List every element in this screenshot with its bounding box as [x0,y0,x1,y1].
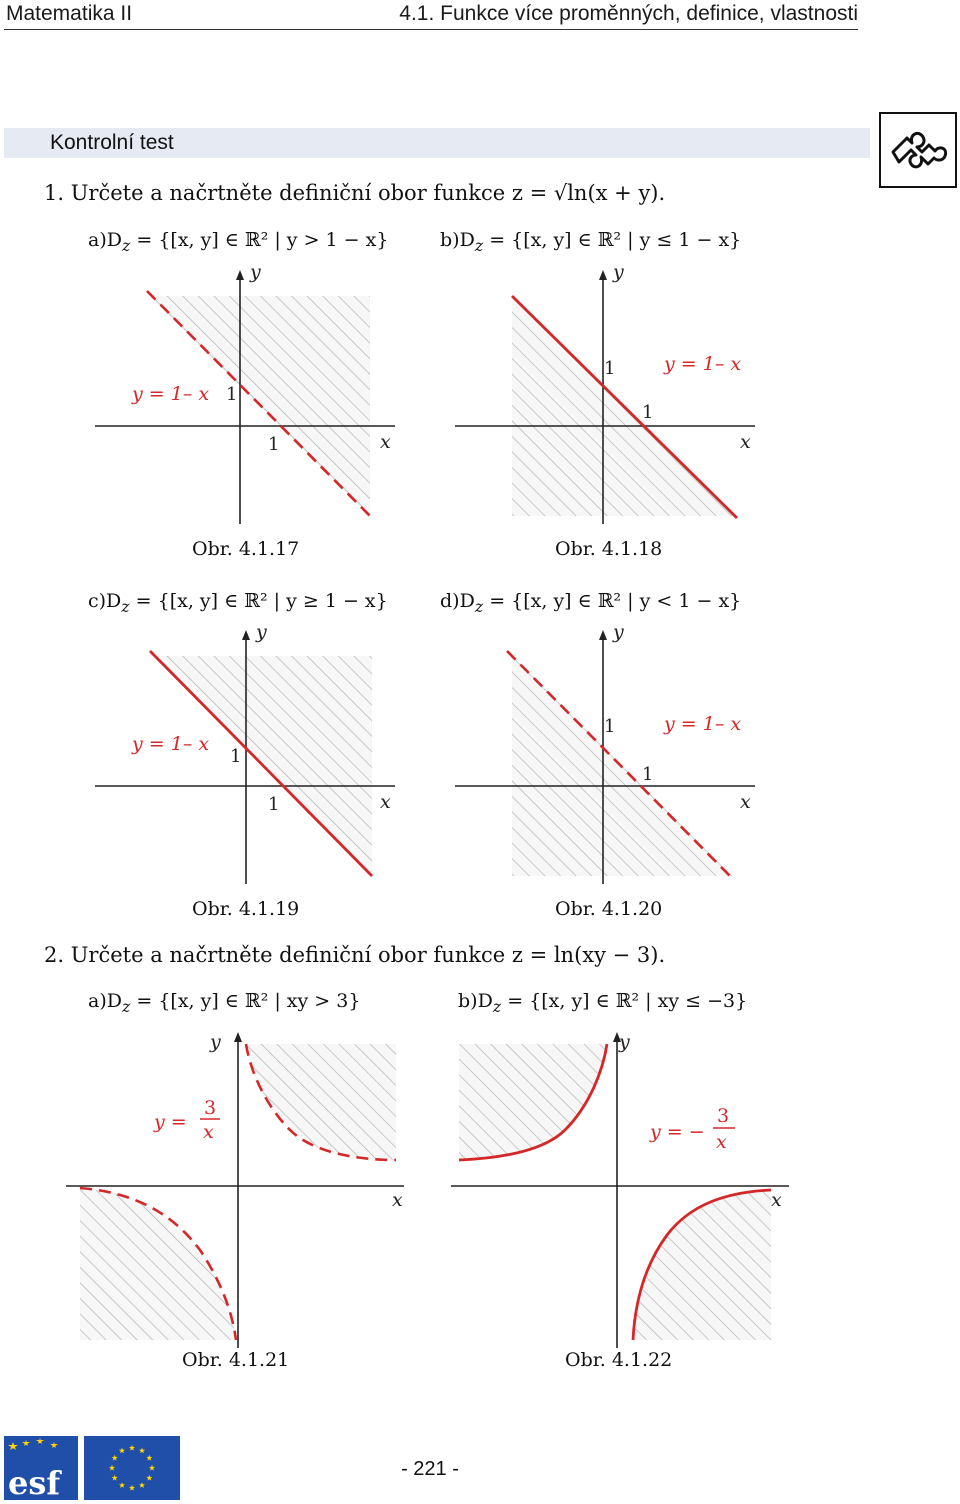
header-course-title: Matematika II [6,2,133,25]
curve-label: y = 1– x [132,733,210,755]
figure-4-1-18 [450,261,770,526]
curve-label-denominator: x [203,1121,214,1143]
y-axis-arrow [599,270,607,280]
q1-option-c-label: c)D [88,590,122,612]
q1-option-d [440,590,741,616]
x-axis-label: x [392,1189,403,1211]
section-title: Kontrolní test [50,131,174,154]
y-axis-arrow [236,270,244,280]
y-tick-1: 1 [604,716,616,737]
figure-4-1-22 [445,1030,795,1350]
y-axis-arrow [599,630,607,640]
curve-label: y = 1– x [664,713,742,735]
q1-option-c-sub: z [121,596,130,616]
q1-option-a-label: a)D [88,229,122,251]
y-axis-label: y [250,261,261,283]
q1-option-c [88,590,388,616]
curve-label: y = − [650,1121,705,1143]
caption-4-1-21: Obr. 4.1.21 [182,1349,290,1371]
curve-label-numerator: 3 [717,1105,730,1127]
y-axis-label: y [210,1031,221,1053]
q2-option-b-set: = {[x, y] ∈ ℝ² | xy ≤ −3} [501,990,748,1012]
esf-logo-text: esf [8,1464,61,1500]
y-axis-label: y [613,261,624,283]
question-1-number: 1. [44,181,65,205]
q2-option-a [88,990,360,1016]
caption-4-1-18: Obr. 4.1.18 [555,538,663,560]
figure-4-1-20 [450,621,770,886]
x-axis-label: x [380,431,391,453]
shaded-region-q4 [633,1190,771,1340]
figure-4-1-19 [90,621,410,886]
q1-option-b-label: b)D [440,229,475,251]
q1-option-b-set: = {[x, y] ∈ ℝ² | y ≤ 1 − x} [483,229,742,251]
x-tick-1: 1 [268,794,280,815]
q1-option-d-set: = {[x, y] ∈ ℝ² | y < 1 − x} [483,590,742,612]
question-2 [44,943,665,967]
x-axis-label: x [380,791,391,813]
q2-option-a-sub: z [121,996,131,1016]
x-tick-1: 1 [642,402,654,423]
q1-option-a [88,229,388,255]
caption-4-1-19: Obr. 4.1.19 [192,898,300,920]
x-tick-1: 1 [642,764,654,785]
y-axis-label: y [619,1031,630,1053]
question-1 [44,181,665,205]
caption-4-1-17: Obr. 4.1.17 [192,538,300,560]
q1-option-d-label: d)D [440,590,475,612]
header-chapter-title: 4.1. Funkce více proměnných, definice, vlastnosti [399,2,858,25]
x-tick-1: 1 [268,434,280,455]
header-rule [4,29,858,30]
x-axis-label: x [740,431,751,453]
x-axis-label: x [740,791,751,813]
curve-label: y = 1– x [664,353,742,375]
caption-4-1-22: Obr. 4.1.22 [565,1349,673,1371]
section-bar [4,128,870,158]
y-tick-1: 1 [604,358,616,379]
q2-option-b-sub: z [492,996,502,1016]
q1-option-c-set: = {[x, y] ∈ ℝ² | y ≥ 1 − x} [129,590,388,612]
question-2-text: Určete a načrtněte definiční obor funkce z = ln(xy − 3). [70,943,666,967]
q2-option-a-label: a)D [88,990,122,1012]
page-header [0,0,960,30]
curve-label-denominator: x [716,1131,727,1153]
figure-4-1-17 [90,261,410,526]
q1-option-b [440,229,741,255]
question-1-text: Určete a načrtněte definiční obor funkce z = √ln(x + y). [70,181,666,205]
curve-label: y = 1– x [132,383,210,405]
x-axis-label: x [771,1189,782,1211]
puzzle-icon [879,112,957,188]
curve-label-numerator: 3 [204,1097,217,1119]
y-axis-arrow [234,1032,242,1042]
q1-option-a-sub: z [121,235,131,255]
caption-4-1-20: Obr. 4.1.20 [555,898,663,920]
y-axis-label: y [256,621,267,643]
q1-option-b-sub: z [474,235,484,255]
y-axis-label: y [613,621,624,643]
q1-option-a-set: = {[x, y] ∈ ℝ² | y > 1 − x} [130,229,389,251]
figure-4-1-21 [60,1030,410,1350]
page-number: - 221 - [401,1458,459,1480]
y-tick-1: 1 [226,384,238,405]
y-tick-1: 1 [230,746,242,767]
curve-label: y = [154,1111,187,1133]
q2-option-b [458,990,747,1016]
q2-option-b-label: b)D [458,990,493,1012]
q2-option-a-set: = {[x, y] ∈ ℝ² | xy > 3} [130,990,361,1012]
y-axis-arrow [242,630,250,640]
q1-option-d-sub: z [474,596,484,616]
question-2-number: 2. [44,943,65,967]
